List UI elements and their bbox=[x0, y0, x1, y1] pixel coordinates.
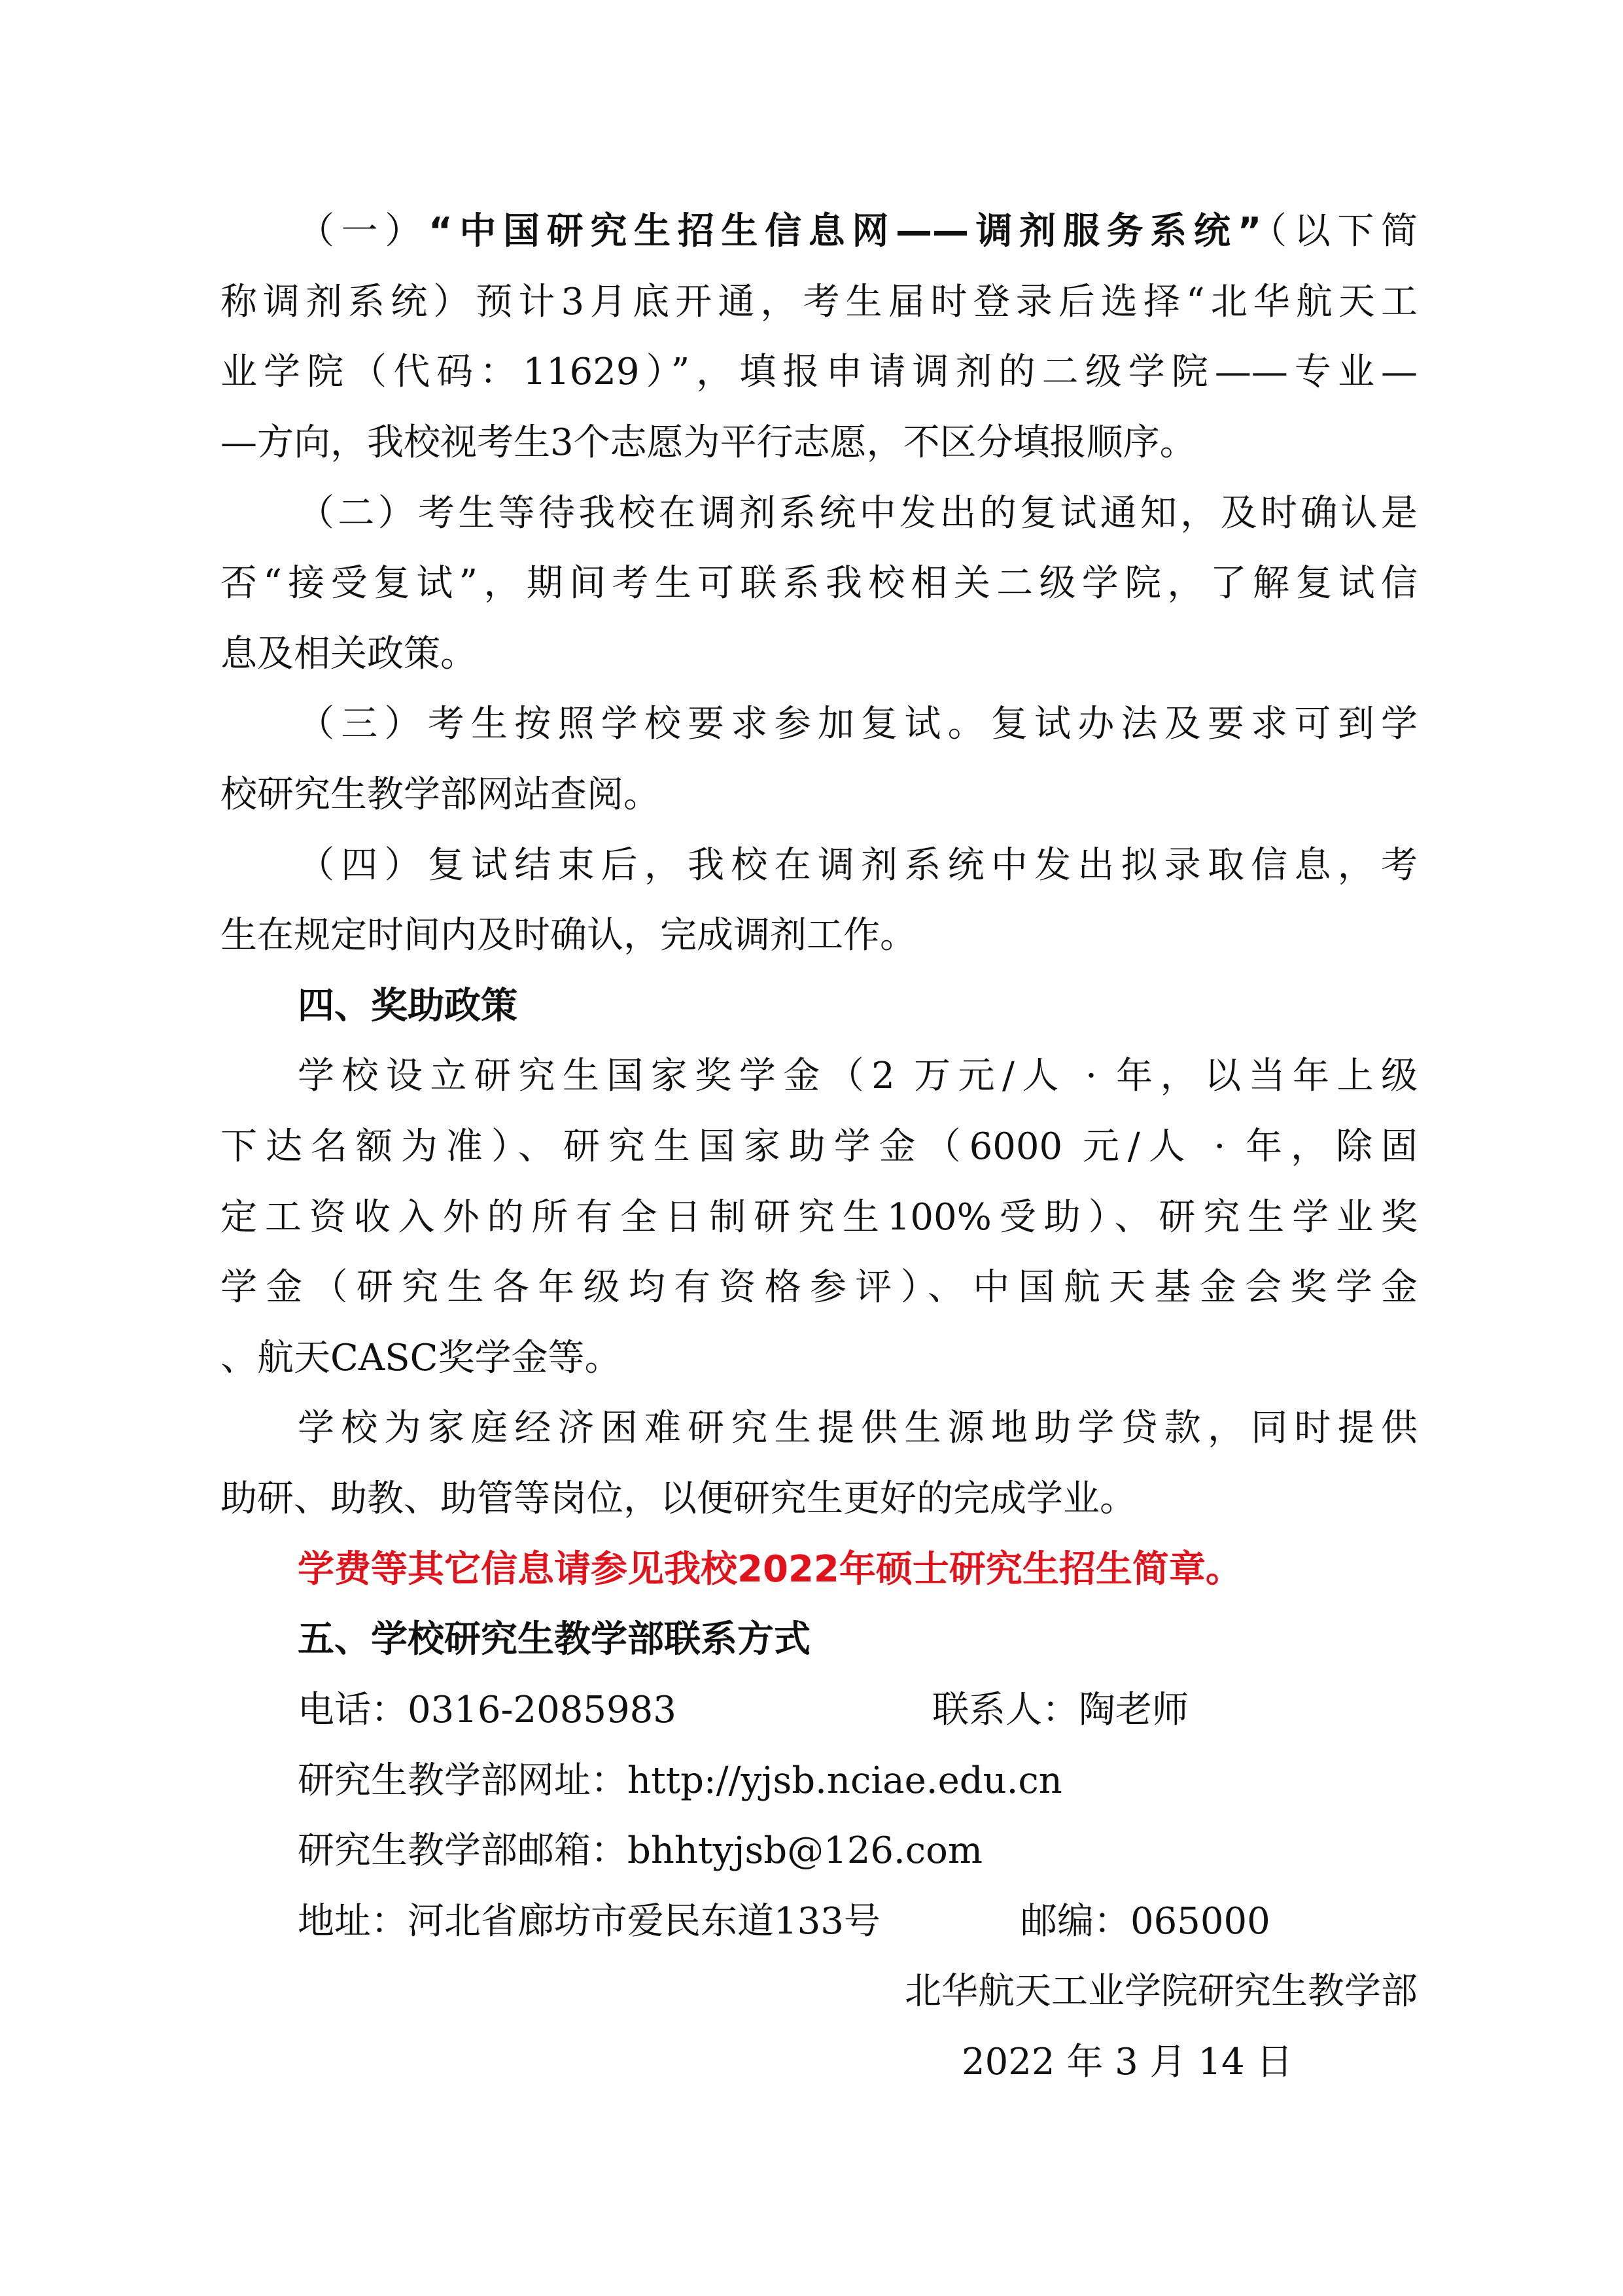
contact-address: 地址：河北省廊坊市爱民东道133号 bbox=[298, 1900, 881, 1943]
section-4-para-1-line-2: 下达名额为准）、研究生国家助学金（6000 元/人 · 年，除固 bbox=[220, 1125, 1418, 1168]
section-4-para-1-line-1: 学校设立研究生国家奖学金（2 万元/人 · 年，以当年上级 bbox=[298, 1055, 1418, 1097]
contact-website[interactable]: 研究生教学部网址：http://yjsb.nciae.edu.cn bbox=[298, 1759, 1062, 1802]
section-4-para-2-line-2: 助研、助教、助管等岗位，以便研究生更好的完成学业。 bbox=[220, 1477, 1136, 1520]
section-5-heading: 五、学校研究生教学部联系方式 bbox=[298, 1618, 811, 1661]
section-4-para-1-line-5: 、航天CASC奖学金等。 bbox=[220, 1337, 621, 1379]
item-4-line-2: 生在规定时间内及时确认，完成调剂工作。 bbox=[220, 914, 916, 957]
item-3-line-1: （三）考生按照学校要求参加复试。复试办法及要求可到学 bbox=[298, 703, 1418, 745]
item-1-line-1 bbox=[298, 208, 1418, 255]
item-1-line-1-tail: （以下简 bbox=[1261, 210, 1418, 253]
contact-postcode: 邮编：065000 bbox=[1021, 1900, 1270, 1943]
tuition-notice: 学费等其它信息请参见我校2022年硕士研究生招生简章。 bbox=[298, 1548, 1242, 1591]
contact-person: 联系人：陶老师 bbox=[932, 1689, 1189, 1731]
item-1-system-name: “中国研究生招生信息网——调剂服务系统” bbox=[428, 210, 1262, 253]
signature-date: 2022 年 3 月 14 日 bbox=[962, 2041, 1293, 2083]
item-2-line-1: （二）考生等待我校在调剂系统中发出的复试通知，及时确认是 bbox=[298, 492, 1418, 535]
item-1-line-3: 业学院（代码：11629）”，填报申请调剂的二级学院——专业— bbox=[220, 351, 1418, 393]
item-1-label: （一） bbox=[298, 210, 428, 253]
section-4-para-1-line-3: 定工资收入外的所有全日制研究生100%受助）、研究生学业奖 bbox=[220, 1196, 1418, 1239]
item-4-line-1: （四）复试结束后，我校在调剂系统中发出拟录取信息，考 bbox=[298, 844, 1418, 887]
section-4-para-1-line-4: 学金（研究生各年级均有资格参评）、中国航天基金会奖学金 bbox=[220, 1266, 1418, 1309]
item-1-line-2: 称调剂系统）预计3月底开通，考生届时登录后选择“北华航天工 bbox=[220, 281, 1418, 323]
contact-phone: 电话：0316-2085983 bbox=[298, 1689, 676, 1731]
item-2-line-2: 否“接受复试”，期间考生可联系我校相关二级学院，了解复试信 bbox=[220, 562, 1418, 605]
item-3-line-2: 校研究生教学部网站查阅。 bbox=[220, 773, 660, 816]
item-1-line-4: —方向，我校视考生3个志愿为平行志愿，不区分填报顺序。 bbox=[220, 421, 1196, 464]
contact-email[interactable]: 研究生教学部邮箱：bhhtyjsb@126.com bbox=[298, 1829, 983, 1872]
item-2-line-3: 息及相关政策。 bbox=[220, 633, 477, 675]
signature-organization: 北华航天工业学院研究生教学部 bbox=[905, 1970, 1418, 2013]
section-4-heading: 四、奖助政策 bbox=[298, 985, 517, 1027]
section-4-para-2-line-1: 学校为家庭经济困难研究生提供生源地助学贷款，同时提供 bbox=[298, 1407, 1418, 1449]
